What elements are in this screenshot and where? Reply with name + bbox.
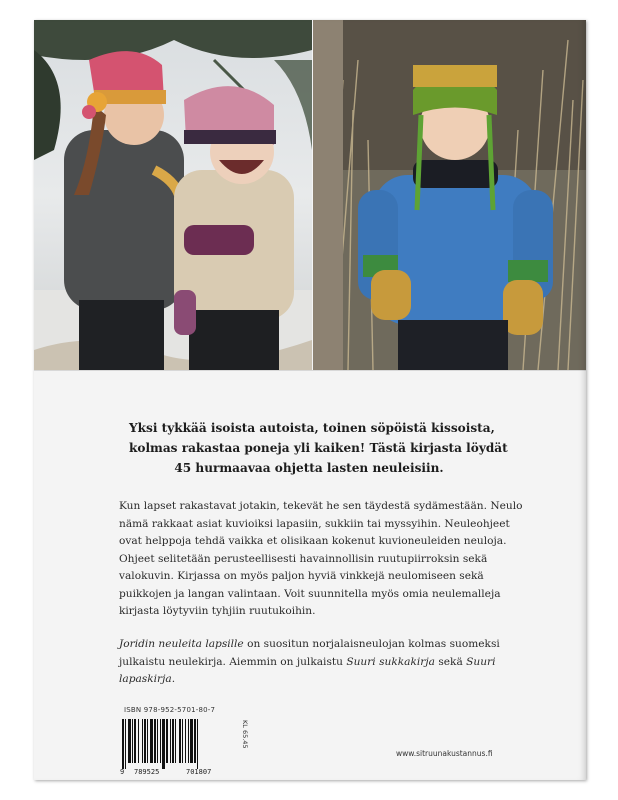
lead-line: kolmas rakastaa poneja yli kaiken! Tästä kirjasta löydät	[129, 441, 508, 455]
barcode-bar	[128, 719, 131, 763]
barcode-bar	[122, 719, 124, 769]
barcode-digits-right: 701807	[186, 768, 212, 776]
barcode-bar	[142, 719, 143, 763]
barcode-bar	[182, 719, 183, 763]
barcode-bar	[162, 719, 165, 769]
author-paragraph	[119, 636, 539, 689]
description-line: kirjasta löytyviin tyhjiin ruutukoihin.	[119, 605, 316, 617]
barcode-bar	[154, 719, 156, 763]
barcode-bar	[125, 719, 126, 769]
barcode-bar	[175, 719, 176, 763]
author-line	[119, 636, 539, 654]
publisher-website: www.sitruunakustannus.fi	[396, 749, 493, 758]
barcode-bar	[144, 719, 146, 763]
description-line: ovat helppoja tehdä vaikka et olisikaan kokenut kuvioneuleiden neuloja.	[119, 535, 507, 547]
barcode-bar	[166, 719, 168, 763]
barcode	[120, 719, 236, 771]
barcode-bar	[188, 719, 189, 763]
book-title: Joridin neuleita lapsille	[119, 638, 244, 650]
description-line: puikkojen ja langan valintaan. Voit suunnitella myös omia neulemalleja	[119, 587, 501, 600]
lead-line: Yksi tykkää isoista autoista, toinen söpöistä kissoista,	[129, 421, 495, 435]
description-line: valokuvin. Kirjassa on myös paljon hyviä vinkkejä neulomiseen sekä	[119, 570, 484, 582]
text: julkaistu neulekirja. Aiemmin on julkaistu	[119, 655, 347, 668]
photo-divider	[34, 370, 586, 371]
text: on suositun norjalaisneulojan kolmas suomeksi	[243, 638, 500, 650]
barcode-digits-left: 789525	[134, 768, 160, 776]
barcode-bar	[190, 719, 193, 763]
lead-line: 45 hurmaavaa ohjetta lasten neuleisiin.	[174, 461, 444, 475]
book-title: Suuri	[466, 655, 496, 668]
barcode-bar	[185, 719, 186, 763]
lead-paragraph	[129, 418, 508, 478]
photo-boy-blue-sweater	[313, 20, 586, 370]
library-classification: KL 65.45	[241, 720, 249, 749]
barcode-bar	[132, 719, 133, 763]
barcode-bar	[179, 719, 181, 763]
text: sekä	[434, 655, 467, 668]
text: .	[171, 673, 176, 685]
author-line	[119, 654, 539, 672]
author-line	[119, 671, 539, 689]
book-title: lapaskirja	[119, 673, 172, 685]
description-line: Kun lapset rakastavat jotakin, tekevät he sen täydestä sydämestään. Neulo	[119, 500, 523, 512]
barcode-bar	[157, 719, 158, 763]
barcode-bar	[194, 719, 196, 763]
barcode-bar	[147, 719, 148, 763]
description-line: Ohjeet selitetään perusteellisesti havainnollisin ruutupiirroksin sekä	[119, 552, 488, 565]
barcode-bar	[172, 719, 174, 763]
barcode-bar	[150, 719, 153, 763]
description-paragraph	[119, 498, 539, 621]
barcode-bar	[170, 719, 171, 763]
isbn-number: ISBN 978-952-5701-80-7	[124, 706, 216, 714]
barcode-bar	[134, 719, 136, 763]
barcode-digit-first: 9	[120, 768, 125, 776]
barcode-bar	[138, 719, 139, 763]
book-back-cover	[34, 20, 586, 780]
photo-two-girls	[34, 20, 312, 370]
barcode-bar	[197, 719, 198, 769]
book-title: Suuri sukkakirja	[346, 655, 435, 668]
barcode-bar	[160, 719, 161, 763]
description-line: nämä rakkaat asiat kuvioiksi lapasiin, sukkiin tai myssyihin. Neuleohjeet	[119, 517, 510, 530]
